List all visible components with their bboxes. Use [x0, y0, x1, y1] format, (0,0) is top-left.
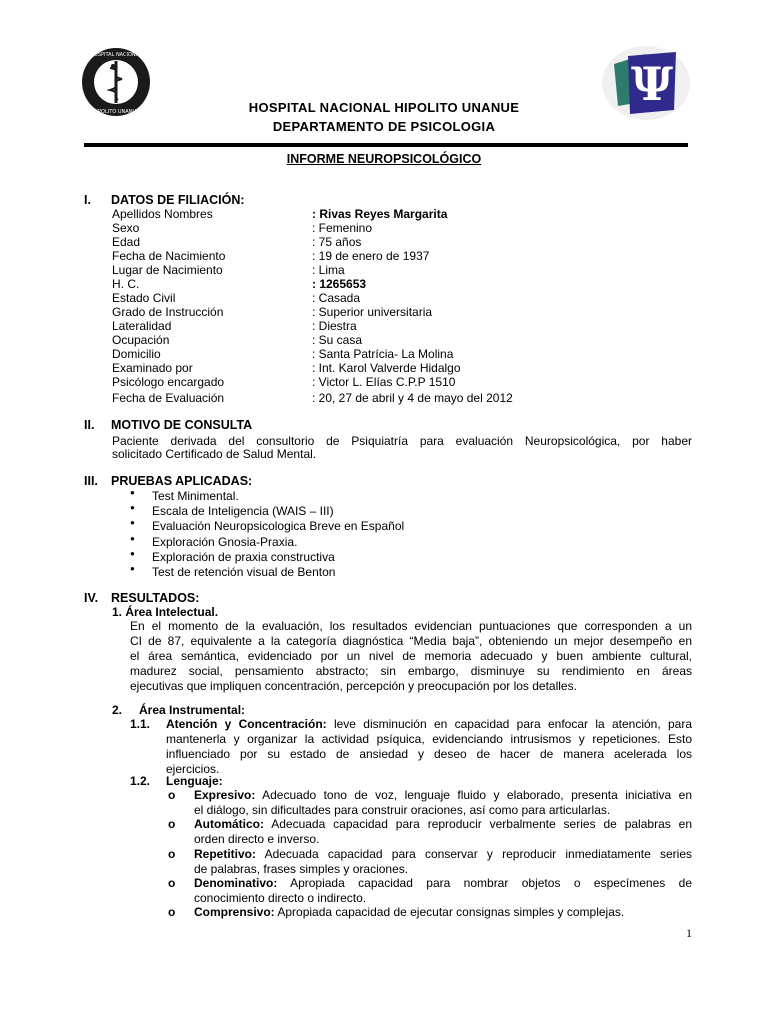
bullet-icon: ● [130, 518, 135, 528]
filiacion-label: Lugar de Nacimiento [112, 263, 223, 277]
subsection-number: 2. [112, 703, 123, 717]
prueba-item: Exploración Gnosia-Praxia. [152, 534, 298, 549]
bullet-icon: ● [130, 564, 135, 573]
subsection-title-instrumental: Área Instrumental: [139, 703, 246, 717]
intelectual-line: ejecutivas que impliquen concentración, percepción y preocupación por los detalles. [130, 679, 577, 693]
atencion-text: leve disminución en capacidad para enfocar la atención, para [326, 717, 693, 731]
filiacion-value: : Int. Karol Valverde Hidalgo [312, 361, 461, 375]
filiacion-label: Ocupación [112, 333, 170, 347]
lenguaje-item-line [194, 817, 692, 832]
filiacion-label: Examinado por [112, 361, 193, 375]
filiacion-value: : Santa Patrícia- La Molina [312, 347, 454, 361]
department-name: DEPARTAMENTO DE PSICOLOGIA [272, 119, 496, 134]
lenguaje-text: Adecuado tono de voz, lenguaje fluido y elaborado, presenta iniciativa en [255, 788, 692, 802]
svg-text:HIPOLITO UNANUE: HIPOLITO UNANUE [92, 109, 140, 115]
subsection-number: 1.1. [130, 717, 151, 731]
subsection-number: 1.2. [130, 774, 151, 788]
filiacion-value: : Victor L. Elías C.P.P 1510 [312, 375, 456, 389]
subsection-title-intelectual: 1. Área Intelectual. [112, 605, 219, 619]
atencion-line: mantenerla y organizar la actividad psíquica, evidenciando intrusismos y repeticiones. Esto [166, 732, 692, 746]
bullet-icon: ● [130, 533, 135, 543]
svg-text:HOSPITAL NACIONAL: HOSPITAL NACIONAL [90, 52, 142, 58]
filiacion-value: : Rivas Reyes Margarita [312, 207, 448, 221]
lenguaje-term: Repetitivo: [194, 847, 257, 861]
filiacion-label: Sexo [112, 221, 140, 235]
filiacion-value: : Su casa [312, 333, 363, 347]
lenguaje-item-continuation: de palabras, frases simples y oraciones. [194, 862, 409, 876]
bullet-o-icon: o [168, 817, 176, 831]
intelectual-line: CI de 87, equivalente a la categoría diagnóstica “Media baja”, obteniendo un mejor desempeño en [130, 634, 692, 648]
filiacion-label: Apellidos Nombres [112, 207, 213, 221]
lenguaje-term: Automático: [194, 817, 264, 831]
lenguaje-item-line [194, 847, 692, 862]
bullet-icon: ● [130, 488, 135, 497]
intelectual-line: el área semántica, evidenciado por un nivel de memoria adecuado y buen ambiente cultural, [130, 649, 692, 663]
lenguaje-text: Adecuada capacidad para reproducir verbalmente series de palabras en [264, 817, 692, 831]
filiacion-value: : Lima [312, 263, 345, 277]
section-number: III. [84, 474, 98, 488]
filiacion-label: Fecha de Nacimiento [112, 249, 226, 263]
lenguaje-item-line [194, 905, 692, 920]
bullet-o-icon: o [168, 847, 176, 861]
lenguaje-item-continuation: el diálogo, sin dificultades para construir oraciones, así como para articularlas. [194, 803, 611, 817]
lenguaje-item-continuation: conocimiento directo o indirecto. [194, 891, 367, 905]
intelectual-line: En el momento de la evaluación, los resultados evidencian puntuaciones que corresponden a un [130, 619, 692, 633]
section-title-motivo: MOTIVO DE CONSULTA [111, 418, 253, 432]
psi-icon: Ψ [630, 57, 674, 111]
lenguaje-item-continuation: orden directo e inverso. [194, 832, 320, 846]
filiacion-value: : Superior universitaria [312, 305, 433, 319]
prueba-item: Test Minimental. [152, 489, 239, 503]
filiacion-label: Edad [112, 235, 141, 249]
filiacion-label: Domicilio [112, 347, 161, 361]
page-number: 1 [686, 926, 692, 940]
section-title-resultados: RESULTADOS: [111, 591, 200, 605]
filiacion-value: : 75 años [312, 235, 362, 249]
section-title-pruebas: PRUEBAS APLICADAS: [111, 474, 253, 488]
filiacion-label: Grado de Instrucción [112, 305, 224, 319]
section-number: I. [84, 193, 91, 207]
atencion-first-line [166, 717, 692, 732]
prueba-item: Evaluación Neuropsicologica Breve en Español [152, 519, 405, 534]
atencion-line: ejercicios. [166, 762, 220, 776]
header-divider [84, 143, 688, 147]
section-number: II. [84, 418, 95, 432]
motivo-line: solicitado Certificado de Salud Mental. [112, 447, 317, 461]
filiacion-label: Fecha de Evaluación [112, 391, 225, 405]
bullet-o-icon: o [168, 905, 176, 919]
atencion-line: influenciado por su estado de ansiedad y deseo de hacer de manera acelerada los [166, 747, 692, 761]
subsection-title-lenguaje: Lenguaje: [166, 774, 223, 788]
prueba-item: Exploración de praxia constructiva [152, 549, 335, 564]
motivo-line: Paciente derivada del consultorio de Psiquiatría para evaluación Neuropsicológica, por haber [112, 434, 692, 448]
prueba-item: Escala de Inteligencia (WAIS – III) [152, 504, 334, 519]
lenguaje-term: Denominativo: [194, 876, 278, 890]
lenguaje-term: Expresivo: [194, 788, 256, 802]
report-title: INFORME NEUROPSICOLÓGICO [286, 152, 482, 166]
lenguaje-item-line [194, 788, 692, 803]
section-number: IV. [84, 591, 99, 605]
lenguaje-text: Apropiada capacidad para nombrar objetos o especímenes de [277, 876, 692, 890]
filiacion-value: : 1265653 [312, 277, 367, 291]
filiacion-value: : Femenino [312, 221, 373, 235]
bullet-icon: ● [130, 503, 135, 513]
section-title-filiacion: DATOS DE FILIACIÓN: [111, 193, 245, 207]
lenguaje-text: Apropiada capacidad de ejecutar consignas simples y complejas. [274, 905, 625, 919]
filiacion-value: : Casada [312, 291, 361, 305]
lenguaje-term: Comprensivo: [194, 905, 275, 919]
lenguaje-text: Adecuada capacidad para conservar y reproducir inmediatamente series [256, 847, 692, 861]
filiacion-label: H. C. [112, 277, 140, 291]
filiacion-value: : 19 de enero de 1937 [312, 249, 430, 263]
lenguaje-item-line [194, 876, 692, 891]
bullet-o-icon: o [168, 788, 176, 802]
atencion-term: Atención y Concentración: [166, 717, 327, 731]
intelectual-line: madurez social, pensamiento abstracto; sin embargo, disminuye su rendimiento en áreas [130, 664, 692, 678]
hospital-name: HOSPITAL NACIONAL HIPOLITO UNANUE [248, 100, 520, 115]
filiacion-label: Estado Civil [112, 291, 176, 305]
bullet-o-icon: o [168, 876, 176, 890]
prueba-item: Test de retención visual de Benton [152, 565, 336, 579]
filiacion-label: Lateralidad [112, 319, 172, 333]
bullet-icon: ● [130, 548, 135, 558]
filiacion-value: : Diestra [312, 319, 357, 333]
filiacion-value: : 20, 27 de abril y 4 de mayo del 2012 [312, 391, 513, 405]
filiacion-label: Psicólogo encargado [112, 375, 225, 389]
